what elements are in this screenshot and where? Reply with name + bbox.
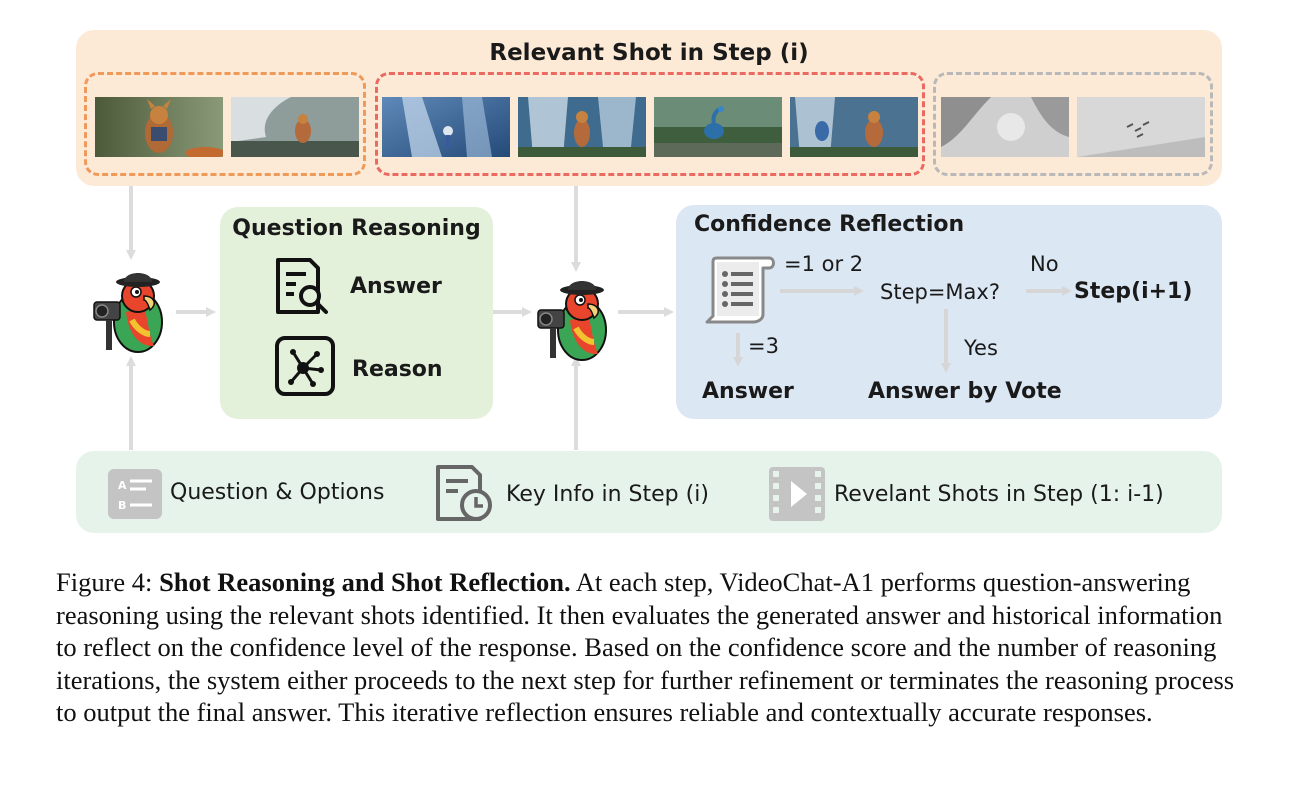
network-node-icon bbox=[273, 334, 337, 398]
document-clock-icon bbox=[432, 463, 496, 525]
edge-label-yes: Yes bbox=[964, 336, 998, 360]
caption-prefix: Figure 4: bbox=[56, 567, 160, 597]
parrot-agent-icon bbox=[532, 270, 620, 366]
edge-label-no: No bbox=[1030, 252, 1059, 276]
film-strip-icon bbox=[767, 465, 827, 523]
edge-label-1-or-2: =1 or 2 bbox=[784, 252, 864, 276]
confidence-reflection-title: Confidence Reflection bbox=[694, 212, 965, 237]
edge-label-3: =3 bbox=[748, 334, 779, 358]
decision-step-max: Step=Max? bbox=[880, 280, 1000, 304]
caption-bold-title: Shot Reasoning and Shot Reflection. bbox=[159, 567, 571, 597]
reasoning-item-reason: Reason bbox=[352, 357, 443, 382]
figure-caption bbox=[56, 566, 1246, 729]
input-item-question-options: Question & Options bbox=[170, 480, 385, 505]
list-options-icon bbox=[106, 467, 164, 521]
caption-body: At each step, VideoChat-A1 performs question-answering reasoning using the relevant shots identified. It then evaluates the generated answer and historical information to reflect on the confidence level of the response. Based on the confidence score and the number of reasoning iterations, the system either proceeds to the next step for further refinement or terminates the reasoning process to output the final answer. This iterative reflection ensures reliable and contextually accurate responses. bbox=[56, 567, 1235, 727]
input-item-key-info: Key Info in Step (i) bbox=[506, 482, 709, 507]
question-reasoning-title: Question Reasoning bbox=[232, 216, 481, 241]
input-item-previous-shots: Revelant Shots in Step (1: i-1) bbox=[834, 482, 1164, 507]
document-search-icon bbox=[272, 256, 334, 318]
answer-by-vote-output: Answer by Vote bbox=[868, 379, 1062, 404]
reasoning-item-answer: Answer bbox=[350, 274, 442, 299]
svg-text:A: A bbox=[118, 479, 127, 492]
svg-text:B: B bbox=[118, 499, 127, 512]
parrot-agent-icon bbox=[88, 262, 176, 358]
next-step-label: Step(i+1) bbox=[1074, 279, 1193, 304]
relevant-shot-title: Relevant Shot in Step (i) bbox=[489, 40, 809, 66]
answer-output: Answer bbox=[702, 379, 794, 404]
